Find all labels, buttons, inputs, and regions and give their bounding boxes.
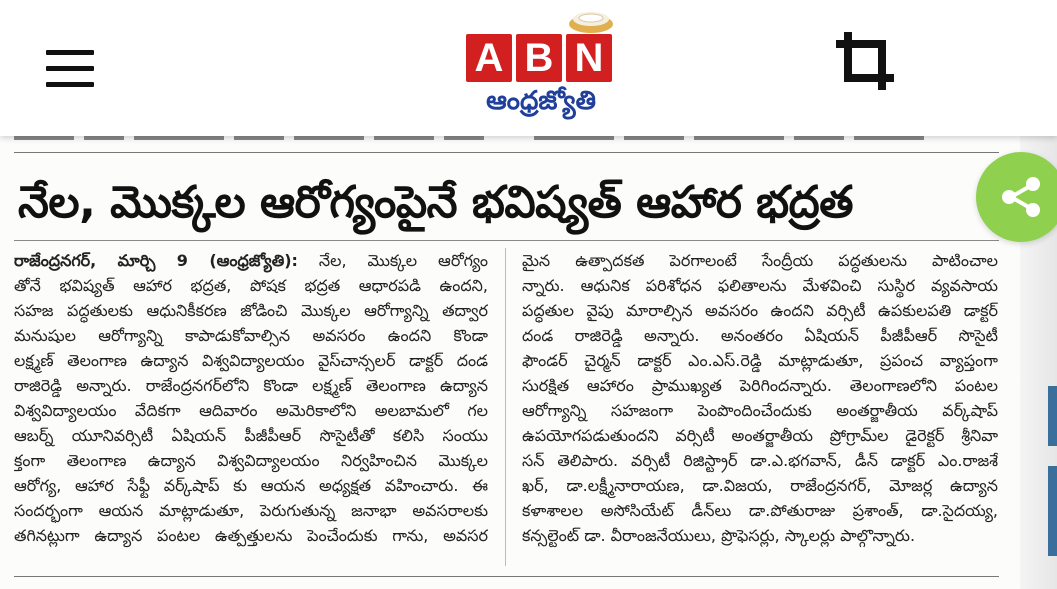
column-line: దండ రాజిరెడ్డి అన్నారు. అనంతరం ఏషియన్ పీజీపీఆర్ సొసైటీ: [522, 326, 998, 345]
logo-letter-b: B: [516, 34, 562, 82]
column-line: ఆరోగ్యాన్ని సహజంగా పెంపొందించేందుకు అంతర్జాతీయ వర్క్‌షాప్: [522, 401, 998, 420]
column-line: పద్ధతుల వైపు మారాల్సిన అవసరం ఉందని వర్సిటీ ఉపకులపతి డాక్టర్: [522, 301, 998, 320]
column-line: సురక్షిత ఆహారం ప్రాముఖ్యత పెరిగిందన్నారు. తెలంగాణలోని పంటల: [522, 376, 998, 395]
column-divider: [505, 248, 506, 566]
article-column-right: [522, 248, 998, 568]
column-line: ఖర్, డా.లక్ష్మీనారాయణ, డా.విజయ, రాజేంద్రనగర్, మోజర్ల ఉద్యాన: [522, 476, 998, 495]
article-dateline: రాజేంద్రనగర్, మార్చి 9 (ఆంధ్రజ్యోతి):: [14, 251, 298, 270]
column-line: కళాశాలల అసోసియేట్ డీన్‌లు డా.పోతురాజు ప్రశాంత్, డా.సైదయ్య,: [522, 501, 998, 520]
column-line: క్తంగా తెలంగాణ ఉద్యాన విశ్వవిద్యాలయం నిర్వహించిన మొక్కల: [14, 451, 488, 470]
column-line: మైన ఉత్పాదకత పెరగాలంటే సేంద్రీయ పద్ధతులను పాటించాల: [522, 251, 998, 270]
column-line: ఫౌండర్ చైర్మన్ డాక్టర్ ఎం.ఎస్.రెడ్డి మాట్లాడుతూ, ప్రపంచ వ్యాప్తంగా: [522, 351, 998, 370]
previous-article-fragment: [14, 136, 1004, 144]
article-column-left: [14, 248, 488, 568]
column-line: సన్ తెలిపారు. వర్సిటీ రిజిస్ట్రార్ డా.ఎ.భగవాన్, డీన్ డాక్టర్ ఎం.రాజశే: [522, 451, 998, 470]
column-line: తోనే భవిష్యత్ ఆహార భద్రత, పోషక భద్రత ఆధారపడి ఉందని,: [14, 276, 488, 295]
column-line: ఆరోగ్య, ఆహార సేఫ్టీ వర్క్‌షాప్ కు ఆయన అధ్యక్షత వహించారు. ఈ: [14, 476, 488, 495]
column-line: రాజిరెడ్డి అన్నారు. రాజేంద్రనగర్‌లోని కొండా లక్ష్మణ్ తెలంగాణ ఉద్యాన: [14, 376, 488, 395]
share-icon: [997, 173, 1045, 221]
logo-letter-n: N: [566, 34, 612, 82]
crop-icon[interactable]: [832, 28, 898, 94]
column-line: మనుషుల ఆరోగ్యాన్ని కాపాడుకోవాల్సిన అవసరం ఉందని కొండా: [14, 326, 488, 345]
column-line: ఆబర్న్ యూనివర్సిటీ ఏషియన్ పీజీపీఆర్ సొసైటీతో కలిసి సంయు: [14, 426, 488, 445]
column-line: తగినట్లుగా ఉద్యాన పంటల ఉత్పత్తులను పెంచేందుకు గాను, అవసర: [14, 526, 488, 545]
column-line: విశ్వవిద్యాలయం వేదికగా ఆదివారం అమెరికాలోని అలబామలో గల: [14, 401, 488, 420]
hamburger-menu-icon[interactable]: [46, 50, 96, 90]
column-line: న్నారు. ఆధునిక పరిశోధన ఫలితాలను మేళవించి సుస్థిర వ్యవసాయ: [522, 276, 998, 295]
top-rule: [14, 152, 999, 153]
share-button[interactable]: [976, 152, 1057, 242]
app-header: [0, 0, 1057, 136]
column-line: రాజేంద్రనగర్, మార్చి 9 (ఆంధ్రజ్యోతి): నేల, మొక్కల ఆరోగ్యం: [14, 251, 488, 270]
headline-rule: [14, 240, 999, 241]
news-clipping: [0, 136, 1057, 589]
bottom-rule: [14, 576, 999, 577]
article-headline: నేల, మొక్కల ఆరోగ్యంపైనే భవిష్యత్ ఆహార భద్రత: [18, 177, 853, 228]
neighbour-image-fragment: [1048, 386, 1057, 446]
column-line: లక్ష్మణ్ తెలంగాణ ఉద్యాన విశ్వవిద్యాలయం వైస్‌చాన్సలర్ డాక్టర్ దండ: [14, 351, 488, 370]
abn-andhrajyothy-logo: [466, 4, 616, 122]
column-line: ఉపయోగపడుతుందని వర్సిటీ అంతర్జాతీయ ప్రోగ్రామ్‌ల డైరెక్టర్ శ్రీనివా: [522, 426, 998, 445]
logo-script-text: ఆంధ్రజ్యోతి: [486, 86, 596, 116]
logo-letter-a: A: [466, 34, 512, 82]
column-line: సహజ పద్ధతులకు ఆధునికీకరణ జోడించి మొక్కల ఆరోగ్యాన్ని తద్వార: [14, 301, 488, 320]
column-line: సందర్భంగా ఆయన మాట్లాడుతూ, పెరుగుతున్న జనాభా అవసరాలకు: [14, 501, 488, 520]
logo-bowl-icon: [566, 4, 616, 34]
neighbour-image-fragment: [1048, 466, 1057, 556]
column-line: కన్సల్టెంట్ డా. వీరాంజనేయులు, ప్రొఫెసర్లు, స్కాలర్లు పాల్గొన్నారు.: [522, 526, 916, 545]
